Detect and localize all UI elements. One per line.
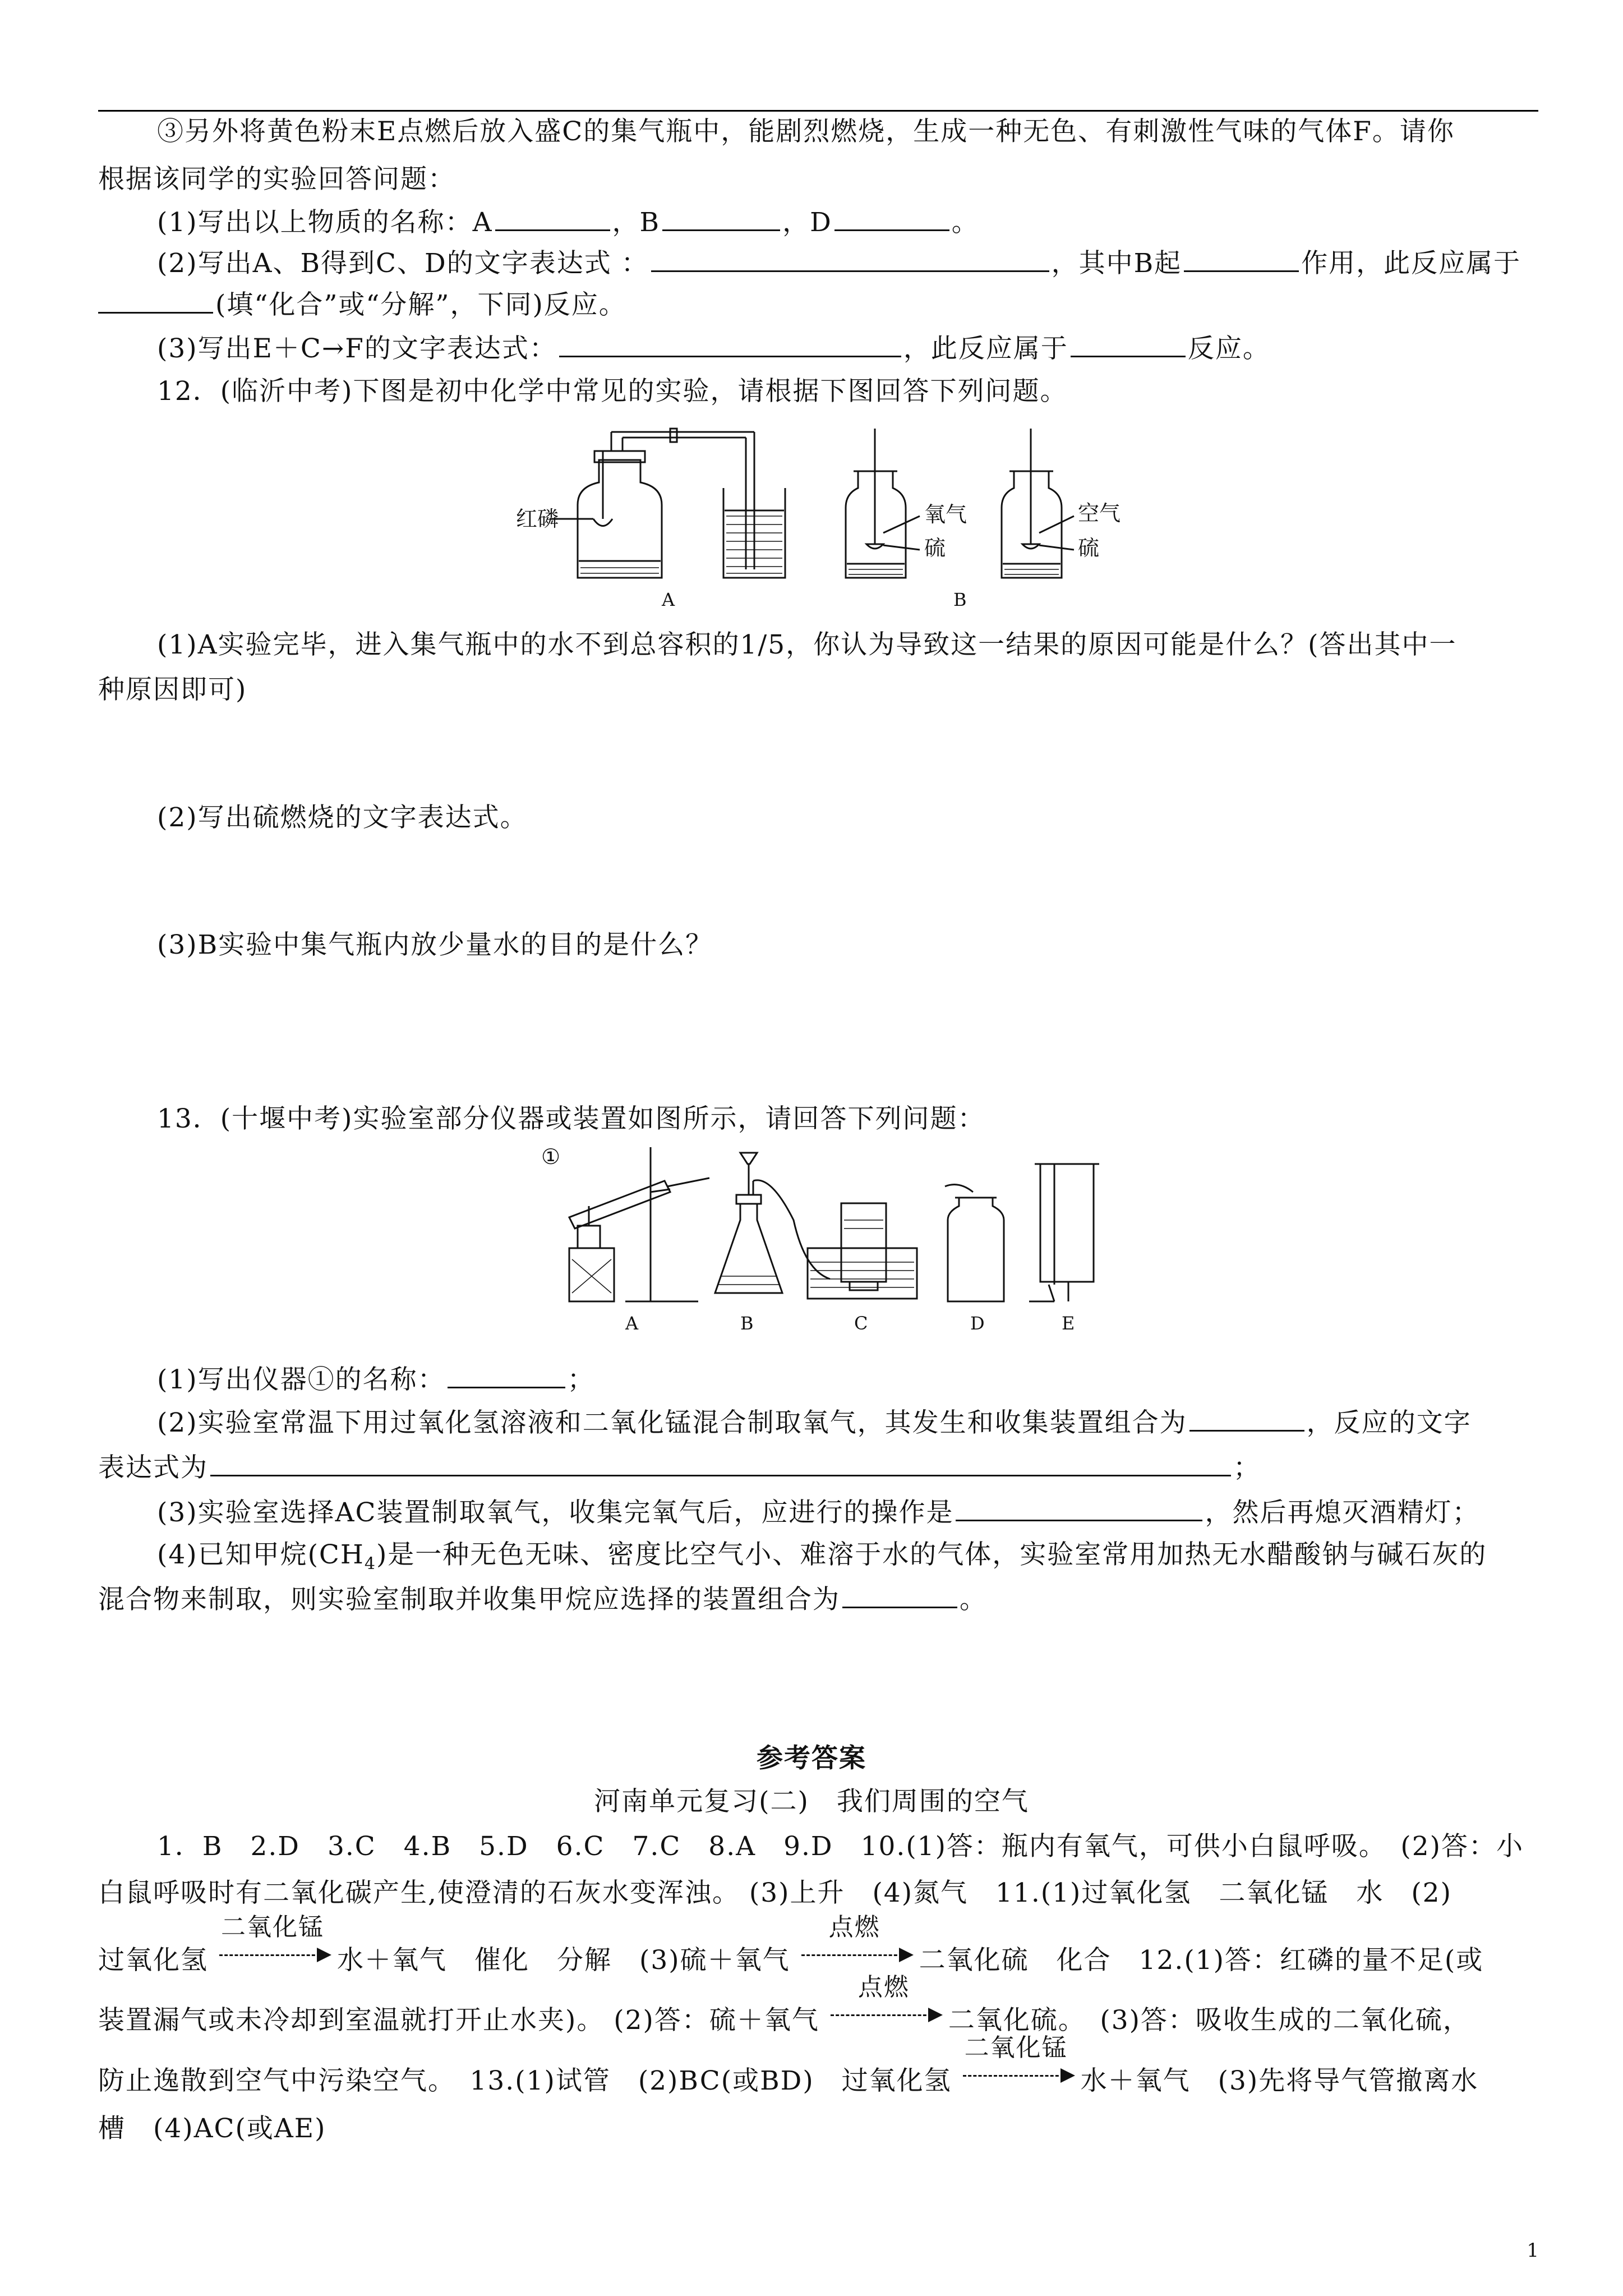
label-device-E: E: [1062, 1313, 1075, 1334]
label-device-A: A: [625, 1313, 639, 1334]
q12-stem: 12．(临沂中考)下图是初中化学中常见的实验，请根据下图回答下列问题。: [157, 376, 1068, 407]
answers-line-6: 槽 (4)AC(或AE): [98, 2113, 326, 2144]
answer-blank-D[interactable]: [834, 205, 949, 231]
q13-part1: (1)写出仪器①的名称： ；: [157, 1362, 1539, 1397]
answers-line-3: 过氧化氢 二氧化锰 水＋氧气 催化 分解 (3)硫＋氧气 点燃 二氧化硫 化合 12.(1)答：红磷的量不足(或: [98, 1913, 1484, 1976]
answers-line-1: 1．B 2.D 3.C 4.B 5.D 6.C 7.C 8.A 9.D 10.(1)答：瓶内有氧气，可供小白鼠呼吸。 (2)答：小: [157, 1831, 1524, 1862]
reaction-arrow-mno2-2: 二氧化锰: [957, 2056, 1075, 2090]
label-red-phosphorus: 红磷: [516, 507, 559, 531]
q12-part1-cont: 种原因即可): [98, 674, 247, 705]
q12-part1: (1)A实验完毕，进入集气瓶中的水不到总容积的1/5，你认为导致这一结果的原因可能是什么？(答出其中一: [157, 629, 1457, 660]
q11-step3-cont: 根据该同学的实验回答问题：: [98, 164, 455, 195]
header-rule: [98, 110, 1538, 112]
label-air: 空气: [1078, 501, 1121, 526]
q11-part3: (3)写出E＋C→F的文字表达式： ，此反应属于 反应。: [157, 331, 1539, 366]
answer-blank-role[interactable]: [1184, 246, 1299, 272]
q12-figure: [516, 426, 1121, 611]
label-instrument-1: ①: [541, 1144, 561, 1169]
answer-blank-operation[interactable]: [956, 1495, 1202, 1521]
q13-part2-cont: 表达式为 ；: [98, 1450, 1539, 1485]
label-sulfur-2: 硫: [1078, 536, 1100, 560]
label-sulfur: 硫: [924, 536, 946, 560]
label-device-B: B: [740, 1313, 754, 1334]
label-oxygen: 氧气: [924, 502, 967, 527]
reaction-arrow-ignite: 点燃: [796, 1935, 914, 1969]
answer-blank-h2o2-expression[interactable]: [210, 1450, 1231, 1476]
answers-line-4: 装置漏气或未冷却到室温就打开止水夹)。 (2)答：硫＋氧气 点燃 二氧化硫。 (3)答：吸收生成的二氧化硫，: [98, 1973, 1470, 2036]
q13-apparatus-svg: [541, 1142, 1130, 1334]
q13-part4-cont: 混合物来制取，则实验室制取并收集甲烷应选择的装置组合为 。: [98, 1582, 1539, 1617]
label-apparatus-A: A: [662, 589, 675, 610]
answer-blank-methane[interactable]: [842, 1582, 957, 1608]
answer-blank-e-c-f[interactable]: [559, 331, 901, 357]
q12-apparatus-svg: [516, 426, 1121, 611]
q13-figure: [541, 1142, 1130, 1334]
label-device-C: C: [854, 1313, 868, 1334]
q13-stem: 13．(十堰中考)实验室部分仪器或装置如图所示，请回答下列问题：: [157, 1103, 985, 1134]
answer-blank-reaction-type[interactable]: [98, 287, 213, 314]
answer-blank-B[interactable]: [662, 205, 780, 231]
q12-part3: (3)B实验中集气瓶内放少量水的目的是什么？: [157, 930, 713, 960]
answer-blank-A[interactable]: [495, 205, 610, 231]
q13-part4: (4)已知甲烷$(CH_4)$是一种无色无味、密度比空气小、难溶于水的气体，实验室常用加热无水醋酸钠与碱石灰的: [157, 1539, 1487, 1574]
label-apparatus-B: B: [953, 589, 967, 610]
answers-title: 参考答案: [757, 1743, 866, 1774]
q11-part2-cont: (填“化合”或“分解”，下同)反应。: [98, 287, 1539, 322]
q11-step3: ③另外将黄色粉末E点燃后放入盛C的集气瓶中，能剧烈燃烧，生成一种无色、有刺激性气味的气体F。请你: [157, 116, 1455, 147]
q11-part2: (2)写出A、B得到C、D的文字表达式 ： ，其中B起 作用，此反应属于: [157, 246, 1539, 280]
answer-blank-e-c-type[interactable]: [1071, 331, 1186, 357]
answers-line-5: 防止逸散到空气中污染空气。 13.(1)试管 (2)BC(或BD) 过氧化氢 二氧化锰 水＋氧气 (3)先将导气管撤离水: [98, 2033, 1479, 2096]
q13-part2: (2)实验室常温下用过氧化氢溶液和二氧化锰混合制取氧气，其发生和收集装置组合为 ，反应的文字: [157, 1405, 1539, 1440]
label-device-D: D: [970, 1313, 985, 1334]
q11-part1: (1)写出以上物质的名称：A ，B ，D 。: [157, 205, 1539, 240]
answer-blank-instrument[interactable]: [448, 1362, 565, 1388]
answer-blank-device-combo[interactable]: [1189, 1405, 1304, 1432]
answers-subtitle: 河南单元复习(二) 我们周围的空气: [594, 1786, 1029, 1817]
answer-blank-expression[interactable]: [651, 246, 1049, 272]
q12-part2: (2)写出硫燃烧的文字表达式。: [157, 802, 528, 833]
reaction-arrow-mno2: 二氧化锰: [214, 1935, 331, 1969]
reaction-arrow-ignite-2: 点燃: [825, 1995, 943, 2029]
q13-part3: (3)实验室选择AC装置制取氧气，收集完氧气后，应进行的操作是 ，然后再熄灭酒精灯；: [157, 1495, 1539, 1530]
page-number: 1: [1527, 2239, 1539, 2262]
answers-line-2: 白鼠呼吸时有二氧化碳产生,使澄清的石灰水变浑浊。 (3)上升 (4)氮气 11.(1)过氧化氢 二氧化锰 水 (2): [98, 1878, 1452, 1908]
